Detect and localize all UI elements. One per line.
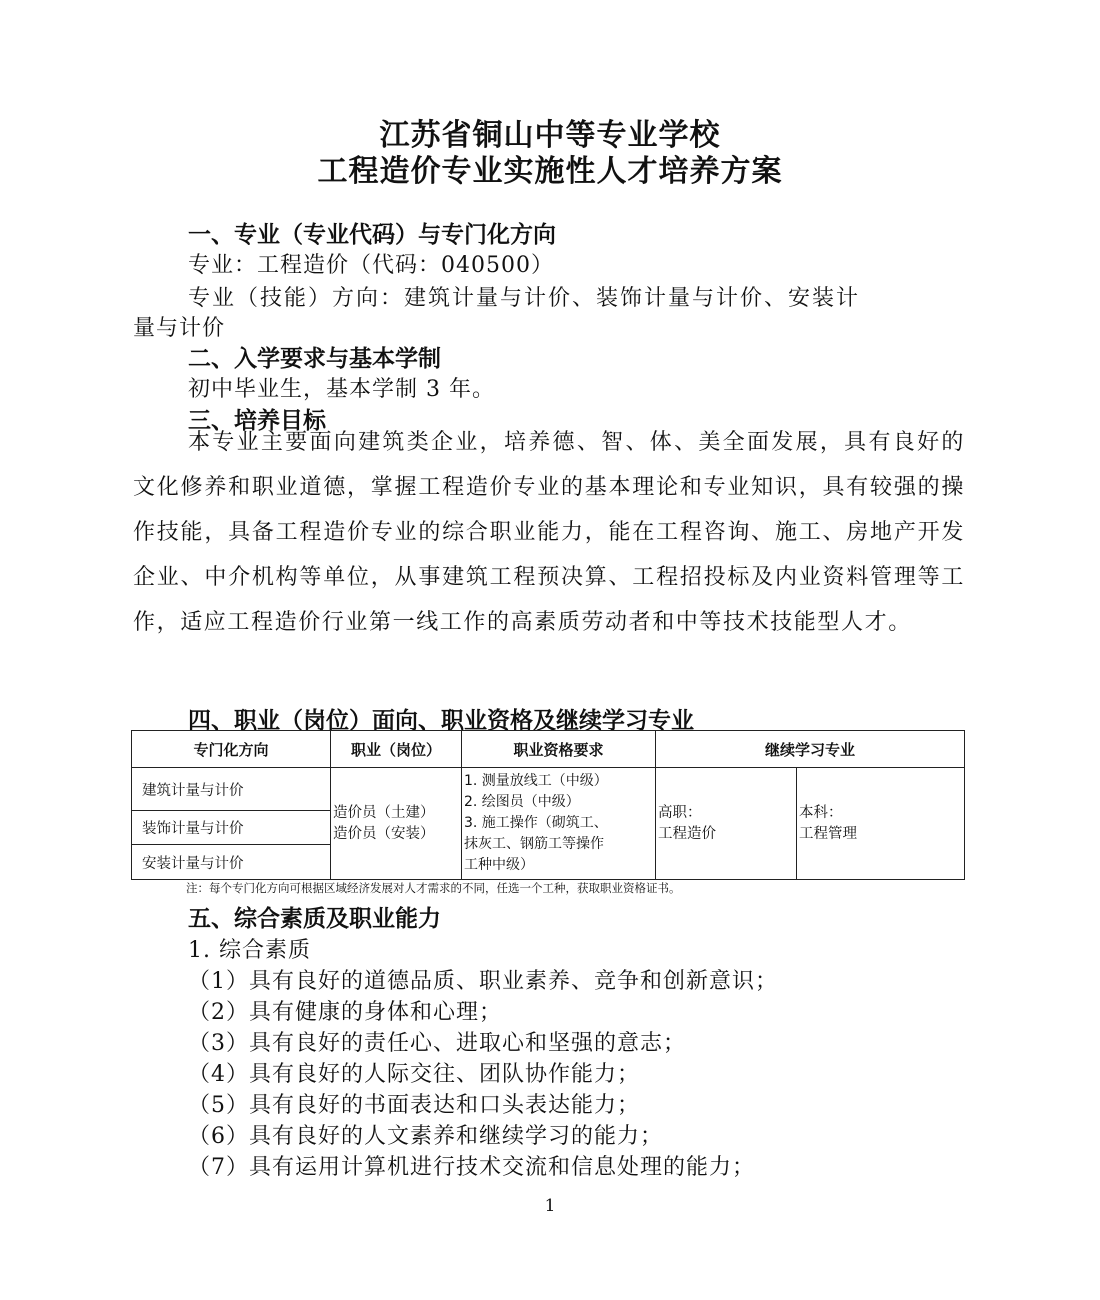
section5-heading: 五、综合素质及职业能力	[188, 906, 441, 932]
page-number: 1	[544, 1196, 556, 1216]
qualification-item: 工种中级）	[464, 857, 534, 873]
training-goal-paragraph: 本专业主要面向建筑类企业，培养德、智、体、美全面发展，具有良好的文化修养和职业道德，掌握工程造价专业的基本理论和专业知识，具有较强的操作技能，具备工程造价专业的综合职业能力，能在工程咨询、施工、房地产开发企业、中介机构等单位，从事建筑工程预决算、工程招投标及内业资料管理等工作，适应工程造价行业第一线工作的高素质劳动者和中等技术技能型人才。	[133, 430, 965, 635]
qualification-item: 3. 施工操作（砌筑工、	[464, 815, 608, 831]
table-row	[132, 768, 965, 811]
list-item: （5）具有良好的书面表达和口头表达能力；	[188, 1093, 640, 1118]
list-item: （6）具有良好的人文素养和继续学习的能力；	[188, 1124, 663, 1149]
major-line: 专业：工程造价（代码：040500）	[188, 253, 554, 278]
list-item: （2）具有健康的身体和心理；	[188, 1000, 502, 1025]
undergraduate-label: 本科：	[799, 804, 843, 821]
qualification-cell	[462, 768, 656, 880]
section3-heading: 三、培养目标	[188, 408, 326, 434]
direction-line-continued: 量与计价	[133, 316, 226, 341]
qualification-item: 1. 测量放线工（中级）	[464, 773, 608, 789]
direction-cell: 安装计量与计价	[132, 845, 331, 880]
header-direction: 专门化方向	[132, 731, 331, 768]
document-title-line2: 工程造价专业实施性人才培养方案	[317, 154, 783, 189]
undergraduate-major: 工程管理	[799, 825, 857, 842]
header-job: 职业（岗位）	[331, 731, 462, 768]
career-table	[131, 730, 965, 880]
higher-vocational-label: 高职：	[658, 804, 702, 821]
list-item: （1）具有良好的道德品质、职业素养、竞争和创新意识；	[188, 969, 778, 994]
table-note: 注：每个专门化方向可根据区域经济发展对人才需求的不同，任选一个工种，获取职业资格证书。	[186, 881, 681, 895]
job-cell	[331, 768, 462, 880]
higher-vocational-major: 工程造价	[658, 825, 716, 842]
header-qualification: 职业资格要求	[462, 731, 656, 768]
section1-heading: 一、专业（专业代码）与专门化方向	[188, 222, 556, 248]
direction-line: 专业（技能）方向：建筑计量与计价、装饰计量与计价、安装计	[188, 286, 861, 311]
direction-cell: 建筑计量与计价	[132, 768, 331, 811]
list-item: （3）具有良好的责任心、进取心和坚强的意志；	[188, 1031, 686, 1056]
admission-text: 初中毕业生，基本学制 3 年。	[188, 377, 495, 402]
list-item: （7）具有运用计算机进行技术交流和信息处理的能力；	[188, 1155, 755, 1180]
job-item: 造价员（安装）	[333, 825, 435, 842]
sub-heading-comprehensive-quality: 1. 综合素质	[188, 938, 311, 963]
header-further-study: 继续学习专业	[656, 731, 965, 768]
higher-vocational-cell	[656, 768, 797, 880]
document-title-line1: 江苏省铜山中等专业学校	[379, 118, 721, 153]
section2-heading: 二、入学要求与基本学制	[188, 346, 441, 372]
qualification-item: 抹灰工、钢筋工等操作	[464, 836, 604, 852]
undergraduate-cell	[797, 768, 965, 880]
section4-heading: 四、职业（岗位）面向、职业资格及继续学习专业	[188, 708, 694, 734]
list-item: （4）具有良好的人际交往、团队协作能力；	[188, 1062, 640, 1087]
qualification-item: 2. 绘图员（中级）	[464, 794, 580, 810]
direction-cell: 装饰计量与计价	[132, 811, 331, 845]
job-item: 造价员（土建）	[333, 804, 435, 821]
table-header-row	[132, 731, 965, 768]
